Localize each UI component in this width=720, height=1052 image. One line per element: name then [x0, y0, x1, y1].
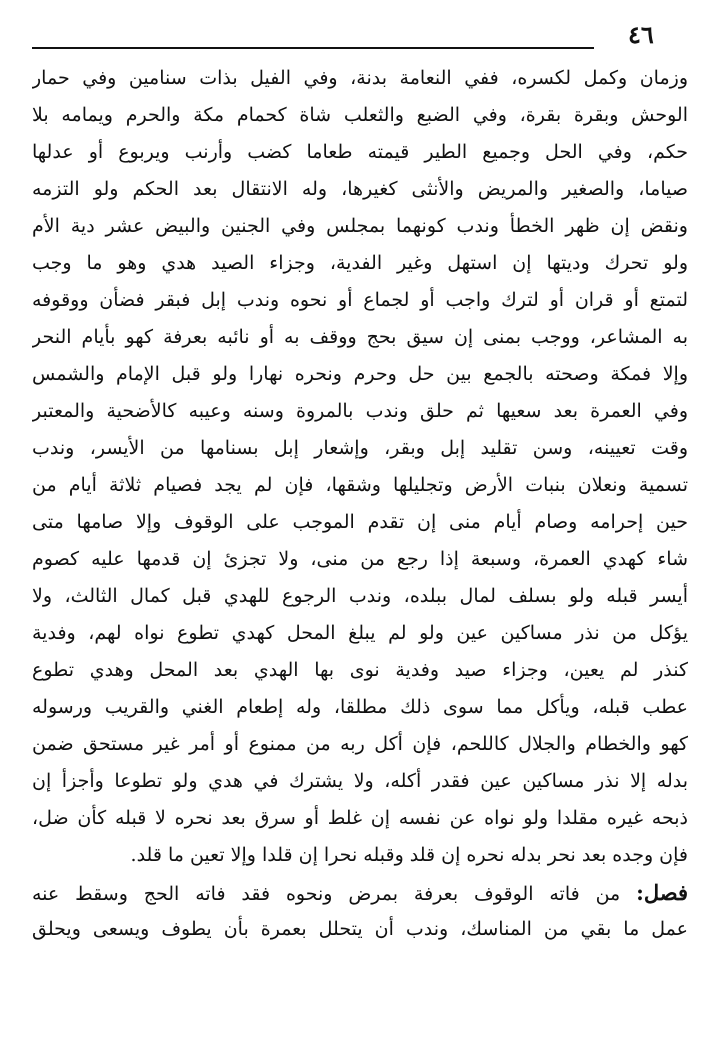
section-label: فصل: — [636, 880, 688, 905]
text-line: عطب قبله، ويأكل مما سوى ذلك مطلقا، وله إطعام الغني والقريب ورسوله — [32, 696, 688, 718]
text-line: بدله إلا نذر مساكين عين فقدر أكله، ولا يشترك في هدي ولو تطوعا وأجزأ إن — [32, 770, 688, 792]
text-line: وفي العمرة بعد سعيها ثم حلق وندب بالمروة وسنه وعيبه كالأضحية والمعتبر — [32, 400, 688, 422]
text-line: الوحش وبقرة بقرة، وفي الضبع والثعلب شاة كحمام مكة والحرم ويمامه بلا — [32, 104, 688, 126]
text-line: كهو والخطام والجلال كاللحم، فإن أكل ربه من ممنوع أو أمر غير مستحق ضمن — [32, 733, 688, 755]
text-line: عمل ما بقي من المناسك، وندب أن يتحلل بعمرة بأن يطوف ويسعى ويحلق — [32, 918, 688, 940]
text-line: صياما، والصغير والمريض والأنثى كغيرها، وله الانتقال بعد الحكم ولو التزمه — [32, 178, 688, 200]
text-line: وإلا فمكة وصحته بالجمع بين حل وحرم ونحره نهارا ولو قبل الإمام والشمس — [32, 363, 688, 385]
text-line: حين إحرامه وصام أيام منى إن تقدم الموجب على الوقوف وإلا صامها متى — [32, 511, 688, 533]
text-line: كنذر لم يعين، وجزاء صيد وفدية نوى بها الهدي بعد المحل وهدي تطوع — [32, 659, 688, 681]
text-line: أيسر قبله ولو بسلف لمال ببلده، وندب الرجوع للهدي قبل كمال الثالث، ولا — [32, 585, 688, 607]
page-number: ٤٦ — [628, 20, 654, 49]
header-rule — [32, 47, 594, 49]
text-line: فإن وجده بعد نحر بدله نحره إن قلد وقبله نحرا إن قلدا وإلا تعين ما قلد. — [130, 844, 688, 866]
text-line: ولو تحرك وديتها إن استهل وغير الفدية، وجزاء الصيد هدي وهو ما وجب — [32, 252, 688, 274]
text-line: لتمتع أو قران أو لترك واجب أو لجماع أو نحوه وندب إبل فبقر فضأن ووقوفه — [32, 289, 688, 311]
text-line: ونقض إن ظهر الخطأ وندب كونهما بمجلس وفي الجنين والبيض عشر دية الأم — [32, 215, 688, 237]
text-line: وزمان وكمل لكسره، ففي النعامة بدنة، وفي الفيل بذات سنامين وفي حمار — [32, 67, 688, 89]
text-line: ذبحه غيره مقلدا ولو نواه عن نفسه إن غلط أو سرق بعد نحره لا قبله كأن ضل، — [32, 807, 688, 829]
section-heading-line — [32, 874, 688, 911]
text-line: حكم، وفي الحل وجميع الطير قيمته طعاما كضب وأرنب ويربوع أو عدلها — [32, 141, 688, 163]
section-first-line-text: من فاته الوقوف بعرفة بمرض ونحوه فقد فاته الحج وسقط عنه — [32, 883, 621, 905]
text-line: به المشاعر، ووجب بمنى إن سيق بحج ووقف به أو نائبه بعرفة كهو بأيام النحر — [32, 326, 688, 348]
text-line: شاء كهدي العمرة، وسبعة إذا رجع من منى، ولا تجزئ إن قدمها عليه كصوم — [32, 548, 688, 570]
text-line: وقت تعيينه، وسن تقليد إبل وبقر، وإشعار إبل بسنامها من الأيسر، وندب — [32, 437, 688, 459]
text-line: تسمية ونعلان بنبات الأرض وتجليلها وشقها، فإن لم يجد فصيام ثلاثة أيام من — [32, 474, 688, 496]
text-line: يؤكل من نذر مساكين عين ولو لم يبلغ المحل كهدي تطوع نواه لهم، وفدية — [32, 622, 688, 644]
body-text — [32, 60, 688, 948]
